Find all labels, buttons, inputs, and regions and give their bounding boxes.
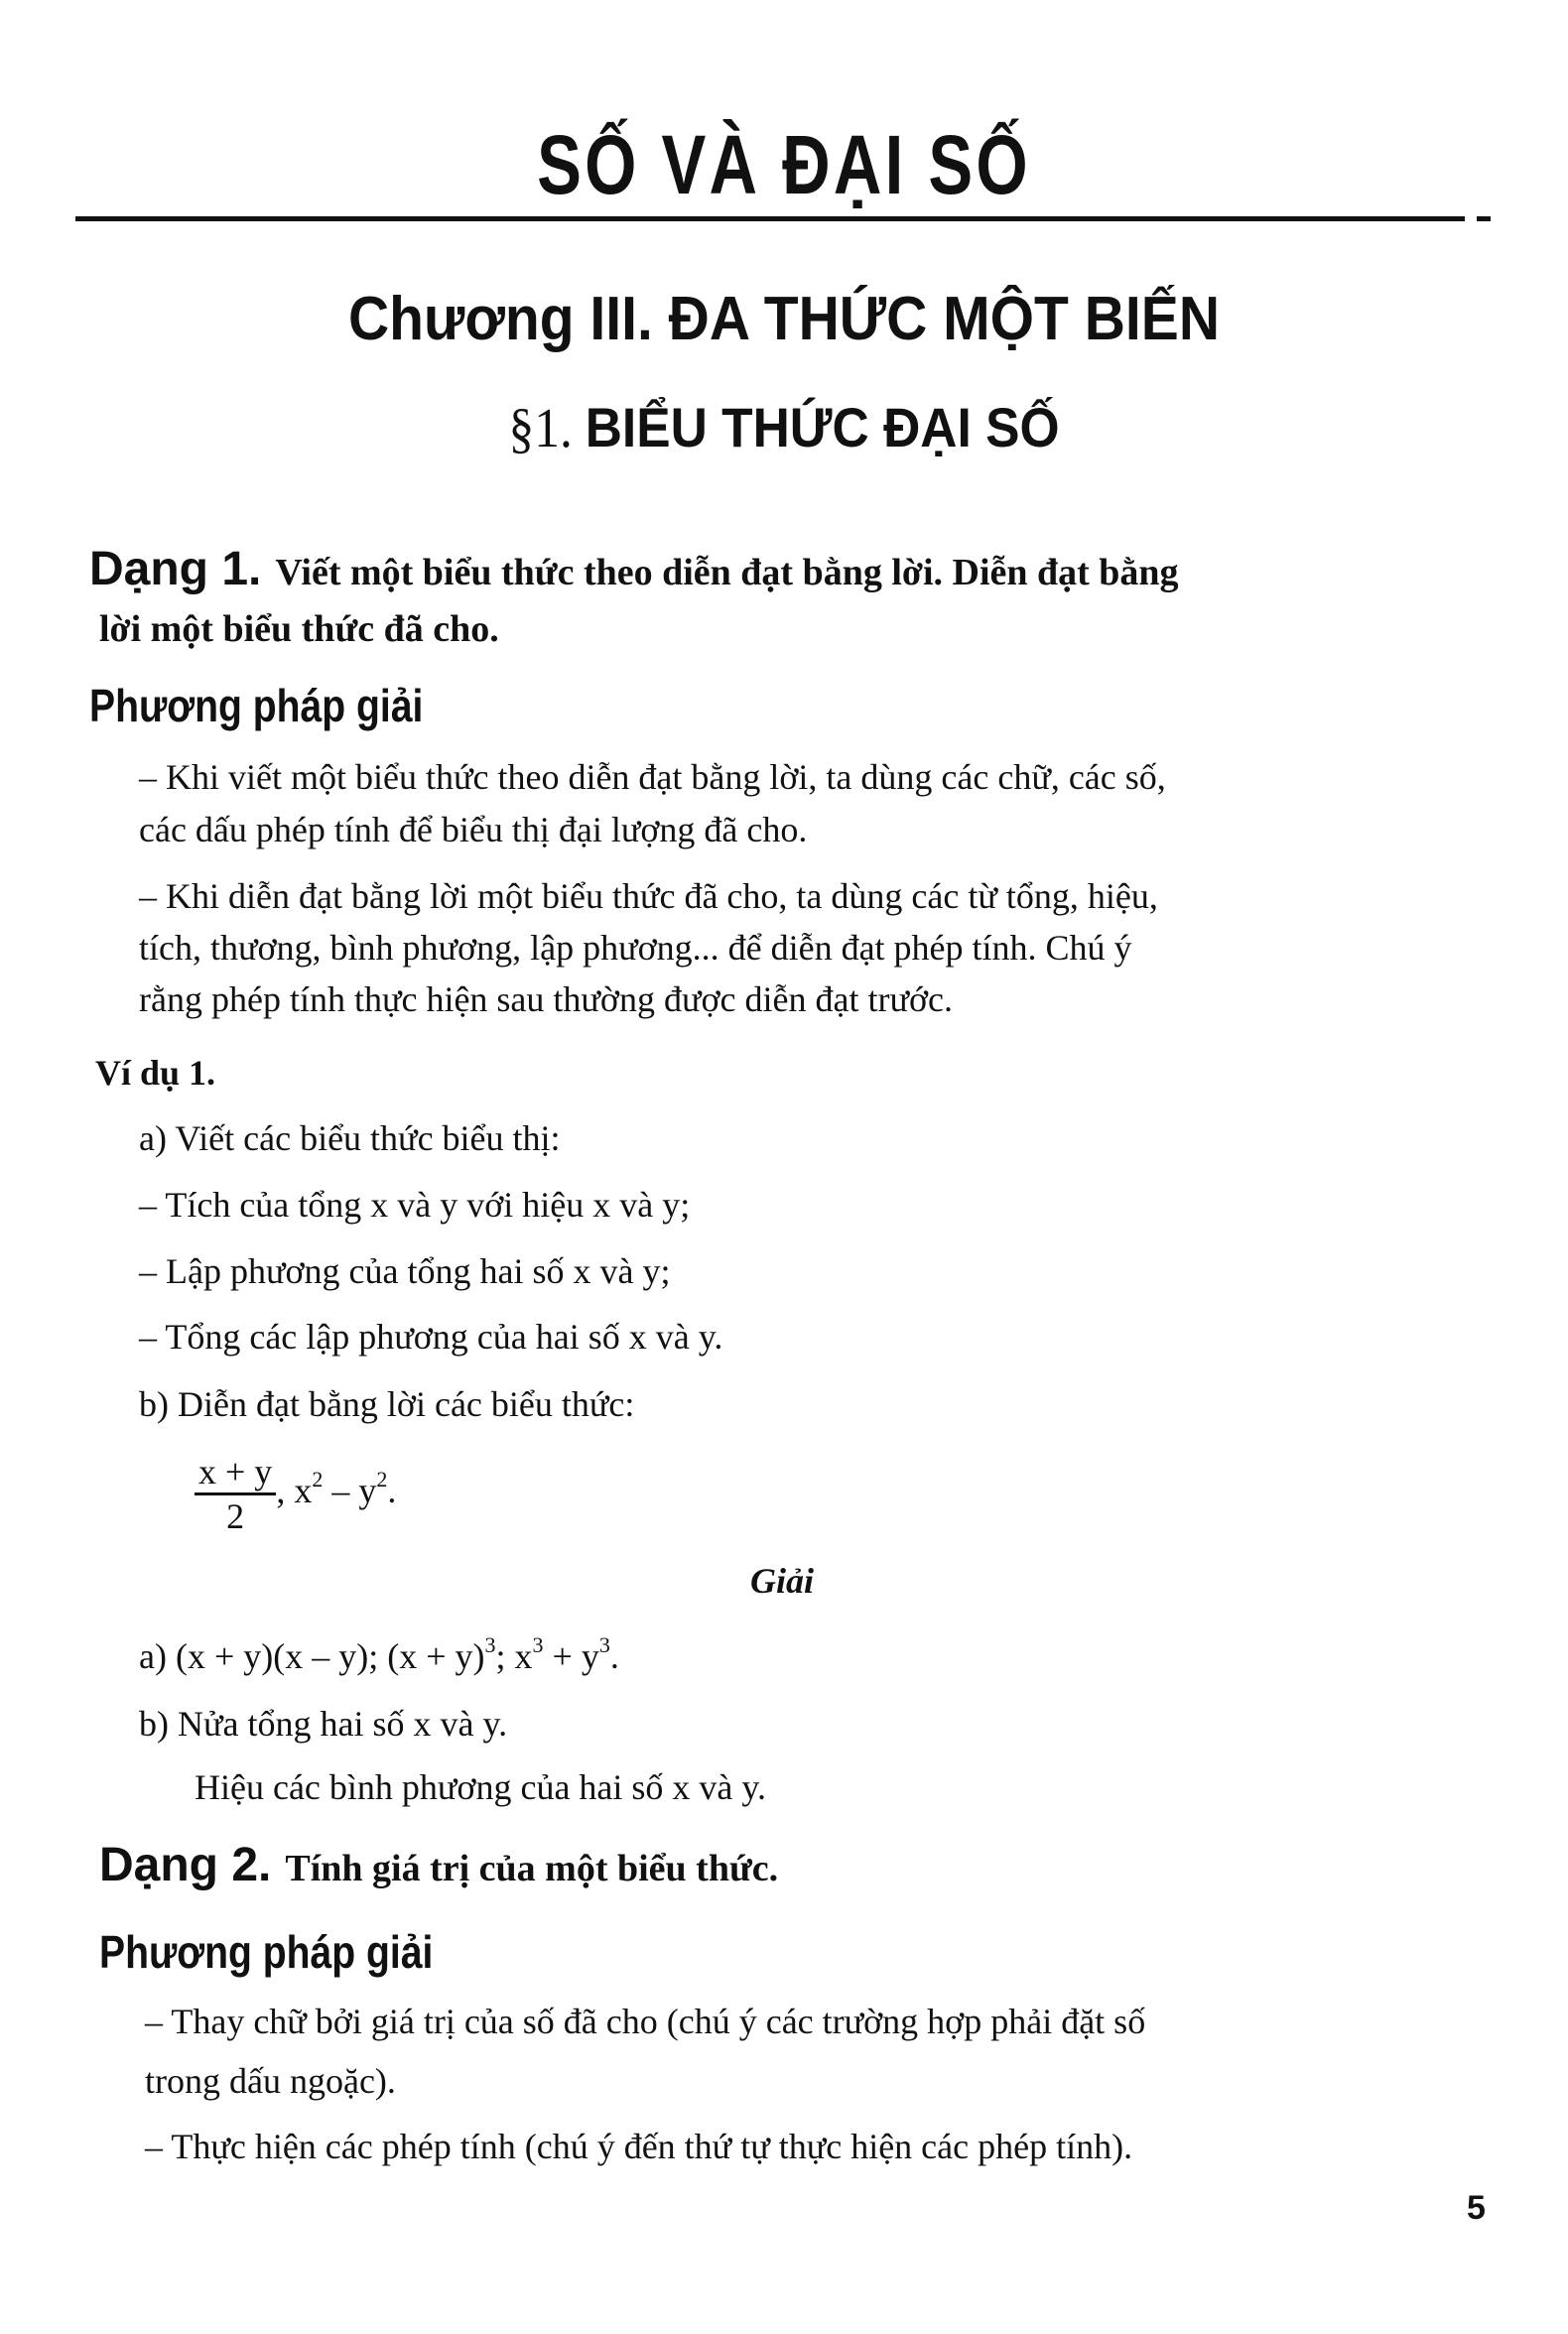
method2-p2-line1: – Thực hiện các phép tính (chú ý đến thứ tự thực hiện các phép tính). xyxy=(145,2127,1133,2166)
expr-sep: , x xyxy=(276,1470,313,1510)
method1-p2-line3: rằng phép tính thực hiện sau thường được diễn đạt trước. xyxy=(139,979,953,1019)
fraction xyxy=(195,1451,276,1537)
example1-b-intro: b) Diễn đạt bằng lời các biểu thức: xyxy=(139,1384,635,1424)
dang1-heading xyxy=(89,542,1179,596)
answer-a-part1: a) (x + y)(x – y); (x + y) xyxy=(139,1636,485,1676)
answer-b-line2: Hiệu các bình phương của hai số x và y. xyxy=(195,1767,767,1807)
example1-a-item-3: – Tổng các lập phương của hai số x và y. xyxy=(139,1317,723,1357)
header-rule-dash xyxy=(1477,216,1491,221)
answer-a xyxy=(139,1632,619,1677)
section-name: BIỂU THỨC ĐẠI SỐ xyxy=(585,396,1060,458)
method1-heading: Phương pháp giải xyxy=(89,680,424,731)
example1-a-item-2: – Lập phương của tổng hai số x và y; xyxy=(139,1251,671,1291)
answer-a-exp2: 3 xyxy=(532,1632,544,1657)
method2-p1-line2: trong dấu ngoặc). xyxy=(145,2061,396,2101)
method1-p2-line1: – Khi diễn đạt bằng lời một biểu thức đã cho, ta dùng các từ tổng, hiệu, xyxy=(139,876,1158,916)
answer-a-part2: ; x xyxy=(495,1636,533,1676)
answer-a-exp3: 3 xyxy=(598,1632,610,1657)
solution-label: Giải xyxy=(750,1561,815,1601)
dang2-label: Dạng 2. xyxy=(99,1839,272,1891)
expr-minus-y: – y xyxy=(323,1470,377,1510)
method2-p1-line1: – Thay chữ bởi giá trị của số đã cho (chú ý các trường hợp phải đặt số xyxy=(145,2002,1146,2041)
fraction-numerator: x + y xyxy=(195,1451,276,1495)
expr-end: . xyxy=(387,1470,397,1510)
dang1-title-line2: lời một biểu thức đã cho. xyxy=(99,608,499,650)
example1-a-item-1: – Tích của tổng x và y với hiệu x và y; xyxy=(139,1185,691,1225)
answer-a-exp1: 3 xyxy=(484,1632,496,1657)
fraction-denominator: 2 xyxy=(226,1496,245,1536)
exp-1: 2 xyxy=(312,1466,324,1491)
answer-a-part3: + y xyxy=(543,1636,599,1676)
example1-expressions xyxy=(195,1451,396,1537)
example1-label: Ví dụ 1. xyxy=(95,1053,216,1093)
method1-p2-line2: tích, thương, bình phương, lập phương... để diễn đạt phép tính. Chú ý xyxy=(139,928,1132,968)
exp-2: 2 xyxy=(376,1466,388,1491)
method1-p1-line2: các dấu phép tính để biểu thị đại lượng đã cho. xyxy=(139,810,808,849)
section-title xyxy=(63,395,1505,460)
header-rule xyxy=(75,216,1465,221)
dang1-label: Dạng 1. xyxy=(89,543,262,595)
chapter-title: Chương III. ĐA THỨC MỘT BIẾN xyxy=(347,285,1221,353)
answer-a-part4: . xyxy=(609,1636,619,1676)
dang2-heading xyxy=(99,1838,778,1892)
method1-p1-line1: – Khi viết một biểu thức theo diễn đạt bằng lời, ta dùng các chữ, các số, xyxy=(139,757,1166,797)
dang2-title: Tính giá trị của một biểu thức. xyxy=(285,1848,779,1889)
dang1-title-line1: Viết một biểu thức theo diễn đạt bằng lời. Diễn đạt bằng xyxy=(275,552,1179,593)
part-title: SỐ VÀ ĐẠI SỐ xyxy=(537,118,1031,211)
example1-a-intro: a) Viết các biểu thức biểu thị: xyxy=(139,1118,561,1158)
page-number: 5 xyxy=(1467,2189,1486,2227)
answer-b-line1: b) Nửa tổng hai số x và y. xyxy=(139,1704,508,1744)
method2-heading: Phương pháp giải xyxy=(99,1926,434,1978)
section-number: §1. xyxy=(508,398,573,459)
